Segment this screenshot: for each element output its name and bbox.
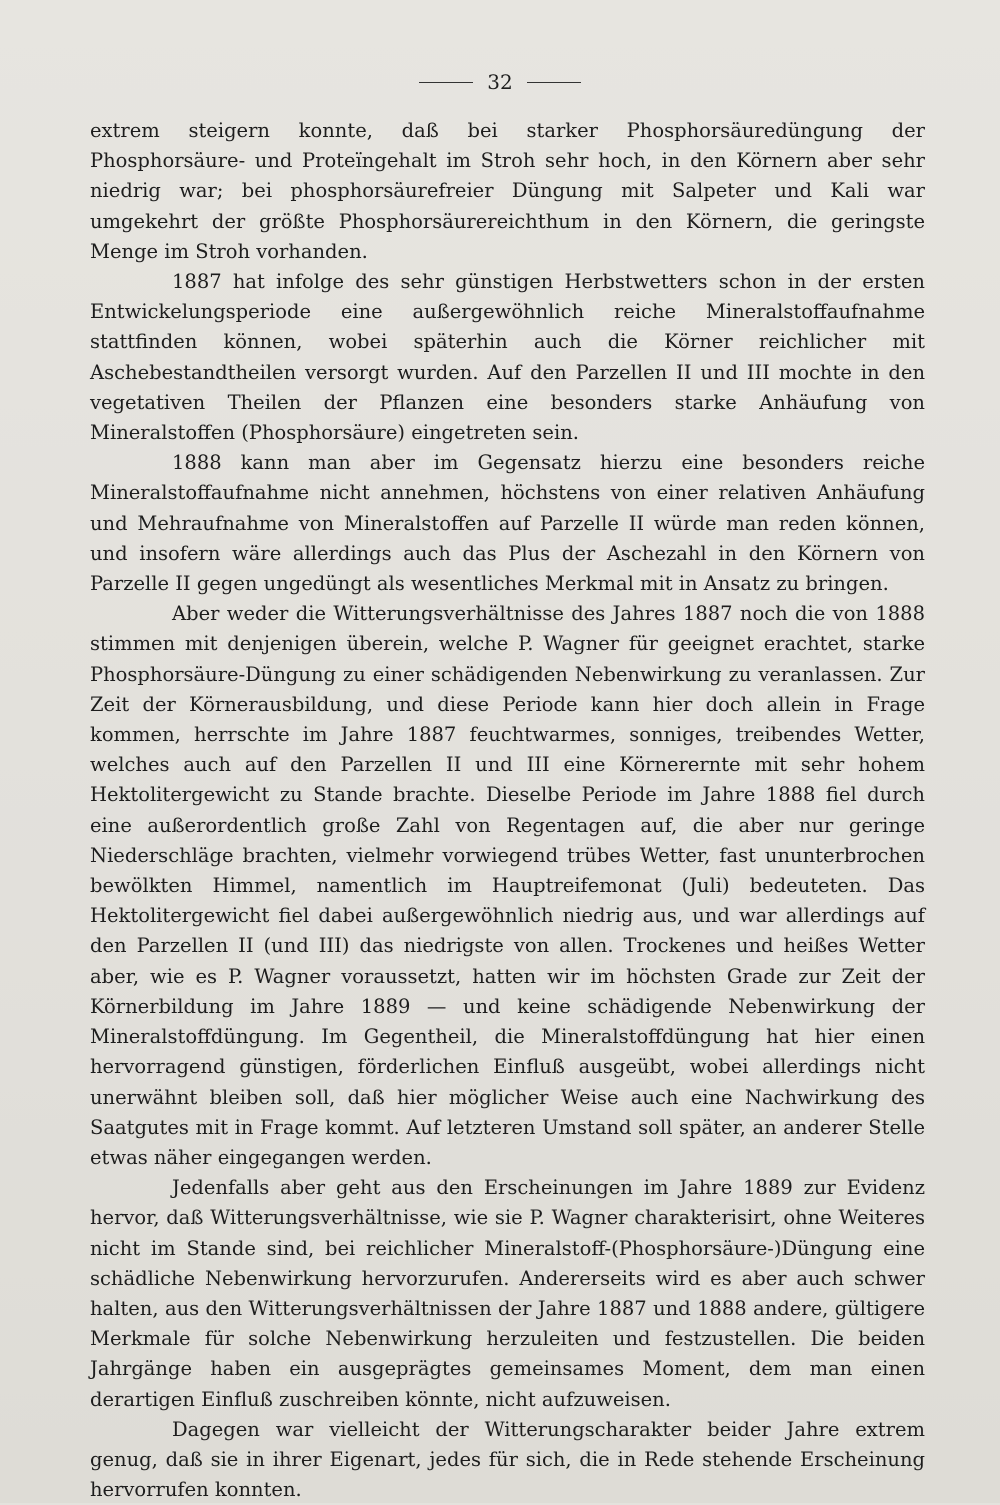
page-number: 32 xyxy=(487,70,513,94)
paragraph-4: Aber weder die Witterungsverhältnisse des Jahres 1887 noch die von 1888 stimmen mit denjenigen überein, welche P. Wagner für geeignet erachtet, starke Phosphorsäure-Düngung zu einer schädigenden Nebenwirkung zu veranlassen. Zur Zeit der Körnerausbildung, und diese Periode kann hier doch allein in Frage kommen, herrschte im Jahre 1887 feuchtwarmes, sonniges, treibendes Wetter, welches auch auf den Parzellen II und III eine Körnerernte mit sehr hohem Hektolitergewicht zu Stande brachte. Dieselbe Periode im Jahre 1888 fiel durch eine außerordentlich große Zahl von Regentagen auf, die aber nur geringe Niederschläge brachten, vielmehr vorwiegend trübes Wetter, fast ununterbrochen bewölkten Himmel, namentlich im Hauptreifemonat (Juli) bedeuteten. Das Hektolitergewicht fiel dabei außergewöhnlich niedrig aus, und war allerdings auf den Parzellen II (und III) das niedrigste von allen. Trockenes und heißes Wetter aber, wie es P. Wagner voraussetzt, hatten wir im höchsten Grade zur Zeit der Körnerbildung im Jahre 1889 — und keine schädigende Nebenwirkung der Mineralstoffdüngung. Im Gegentheil, die Mineralstoffdüngung hat hier einen hervorragend günstigen, förderlichen Einfluß ausgeübt, wobei allerdings nicht unerwähnt bleiben soll, daß hier möglicher Weise auch eine Nachwirkung des Saatgutes mit in Frage kommt. Auf letzteren Umstand soll später, an anderer Stelle etwas näher eingegangen werden. xyxy=(90,602,925,1169)
header-rule-left xyxy=(419,82,473,83)
paragraph-5: Jedenfalls aber geht aus den Erscheinungen im Jahre 1889 zur Evidenz hervor, daß Witterungsverhältnisse, wie sie P. Wagner charakterisirt, ohne Weiteres nicht im Stande sind, bei reichlicher Mineralstoff-(Phosphorsäure-)Düngung eine schädliche Nebenwirkung hervorzurufen. Andererseits wird es aber auch schwer halten, aus den Witterungsverhältnissen der Jahre 1887 und 1888 andere, gültigere Merkmale für solche Nebenwirkung herzuleiten und festzustellen. Die beiden Jahrgänge haben ein ausgeprägtes gemeinsames Moment, dem man einen derartigen Einfluß zuschreiben könnte, nicht aufzuweisen. xyxy=(90,1176,925,1411)
paragraph-1: extrem steigern konnte, daß bei starker Phosphorsäuredüngung der Phosphorsäure- und Proteïngehalt im Stroh sehr hoch, in den Körnern aber sehr niedrig war; bei phosphorsäurefreier Düngung mit Salpeter und Kali war umgekehrt der größte Phosphorsäurereichthum in den Körnern, die geringste Menge im Stroh vorhanden. xyxy=(90,119,925,263)
paragraph-6: Dagegen war vielleicht der Witterungscharakter beider Jahre extrem genug, daß sie in ihrer Eigenart, jedes für sich, die in Rede stehende Erscheinung hervorrufen konnten. xyxy=(90,1417,925,1502)
header-rule-right xyxy=(527,82,581,83)
paragraph-2: 1887 hat infolge des sehr günstigen Herbstwetters schon in der ersten Entwickelungsperiode eine außergewöhnlich reiche Mineralstoffaufnahme stattfinden können, wobei späterhin auch die Körner reichlicher mit Aschebestandtheilen versorgt wurden. Auf den Parzellen II und III mochte in den vegetativen Theilen der Pflanzen eine besonders starke Anhäufung von Mineralstoffen (Phosphorsäure) eingetreten sein. xyxy=(90,270,925,445)
page-header xyxy=(0,70,1000,94)
body-text xyxy=(90,116,925,1505)
paragraph-3: 1888 kann man aber im Gegensatz hierzu eine besonders reiche Mineralstoffaufnahme nicht annehmen, höchstens von einer relativen Anhäufung und Mehraufnahme von Mineralstoffen auf Parzelle II würde man reden können, und insofern wäre allerdings auch das Plus der Aschezahl in den Körnern von Parzelle II gegen ungedüngt als wesentliches Merkmal mit in Ansatz zu bringen. xyxy=(90,451,925,596)
